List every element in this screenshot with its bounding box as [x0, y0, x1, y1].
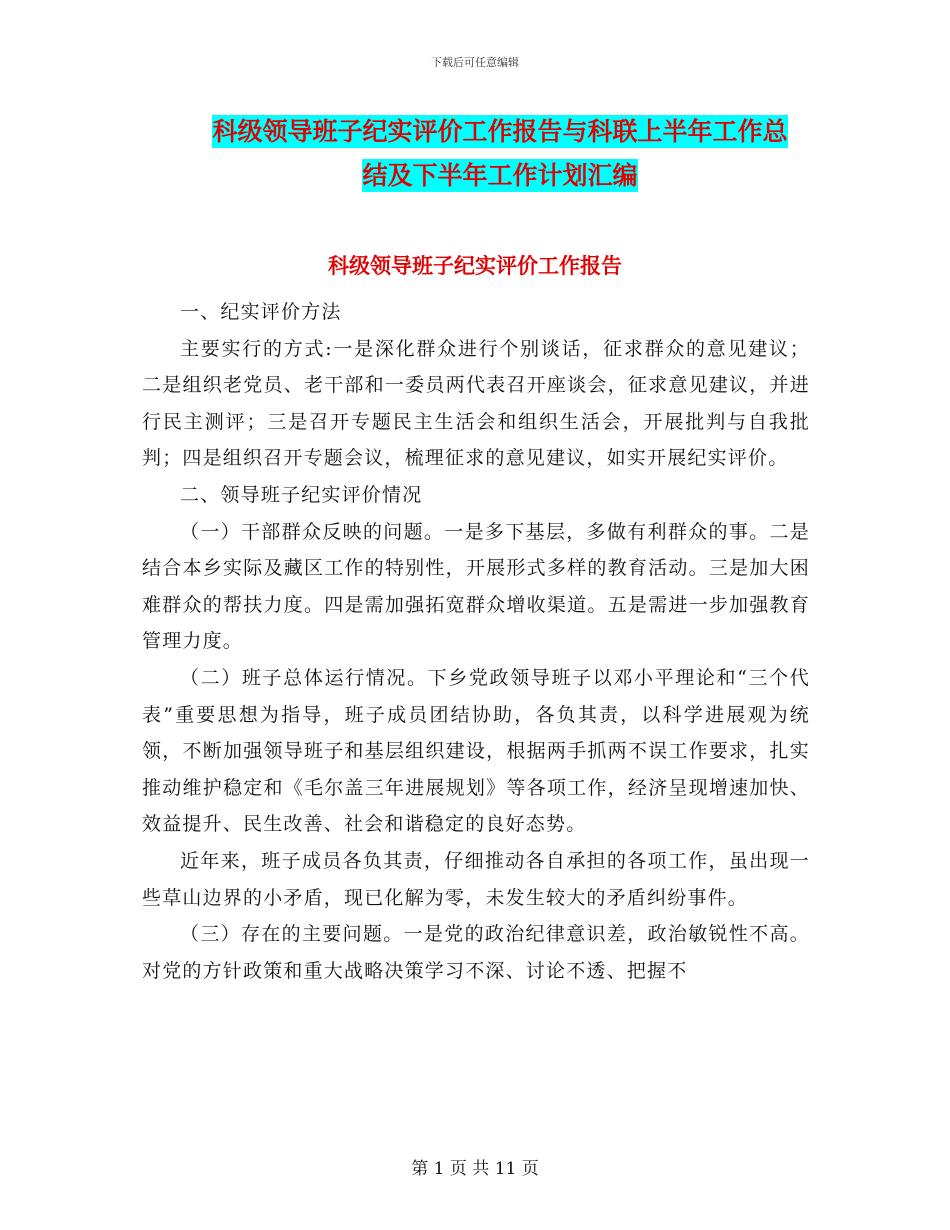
header-note: 下载后可任意编辑	[431, 56, 519, 69]
page-number: 第 1 页 共 11 页	[411, 1159, 539, 1179]
document-title-line2: 结及下半年工作计划汇编	[362, 161, 638, 190]
heading-evaluation: 二、领导班子纪实评价情况	[180, 483, 423, 506]
section-title: 科级领导班子纪实评价工作报告	[328, 254, 622, 278]
paragraph-overall-operation: （二）班子总体运行情况。下乡党政领导班子以邓小平理论和“三个代表”重要思想为指导，班子成员团结协助，各负其责，以科学进展观为统领，不断加强领导班子和基层组织建设，根据两手抓两不误工作要求，扎实推动维护稳定和《毛尔盖三年进展规划》等各项工作，经济呈现增速加快、效益提升、民生改善、社会和谐稳定的良好态势。	[142, 666, 810, 836]
paragraph-main-problems: （三）存在的主要问题。一是党的政治纪律意识差，政治敏锐性不高。对党的方针政策和重大战略决策学习不深、讨论不透、把握不	[142, 923, 810, 982]
body-text	[142, 294, 810, 989]
document-title-line1: 科级领导班子纪实评价工作报告与科联上半年工作总	[212, 117, 788, 146]
paragraph-method: 主要实行的方式:一是深化群众进行个别谈话，征求群众的意见建议；二是组织老党员、老干部和一委员两代表召开座谈会，征求意见建议，并进行民主测评；三是召开专题民主生活会和组织生活会，开展批判与自我批判；四是组织召开专题会议，梳理征求的意见建议，如实开展纪实评价。	[142, 337, 810, 470]
paragraph-issues-reported: （一）干部群众反映的问题。一是多下基层，多做有利群众的事。二是结合本乡实际及藏区工作的特别性，开展形式多样的教育活动。三是加大困难群众的帮扶力度。四是需加强拓宽群众增收渠道。五是需进一步加强教育管理力度。	[142, 520, 810, 653]
document-title	[140, 110, 860, 198]
paragraph-recent-years: 近年来，班子成员各负其责，仔细推动各自承担的各项工作，虽出现一些草山边界的小矛盾，现已化解为零，未发生较大的矛盾纠纷事件。	[142, 849, 810, 909]
heading-method: 一、纪实评价方法	[180, 301, 342, 323]
